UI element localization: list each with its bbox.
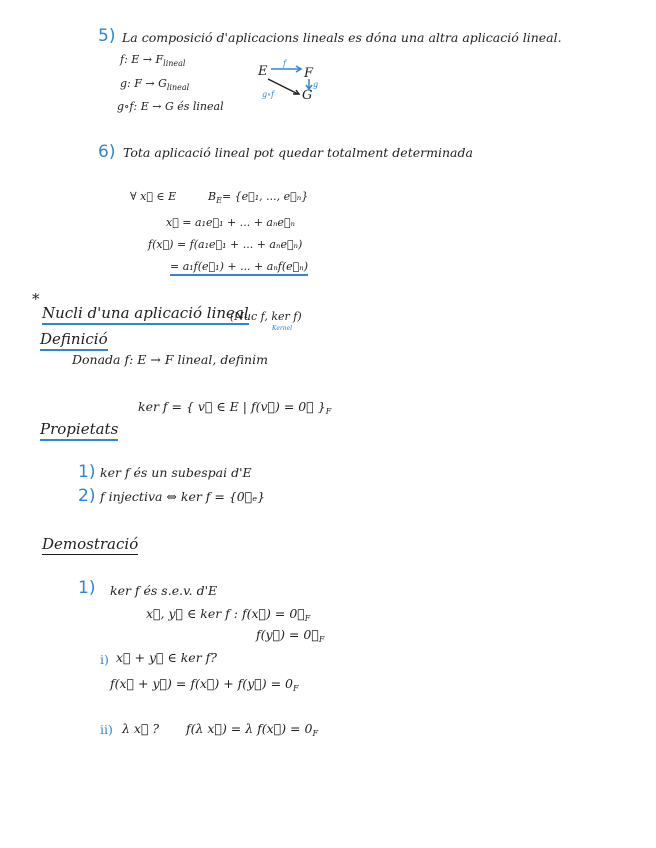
diagram-label-g: g bbox=[313, 80, 319, 89]
propietat-2-text: f injectiva ⇔ ker f = {0⃗ₑ} bbox=[100, 489, 266, 504]
item6-forall: ∀ x⃗ ∈ E bbox=[130, 190, 177, 203]
diagram-label-gof: g∘f bbox=[262, 90, 275, 99]
item6-eq1: x⃗ = a₁e⃗₁ + ... + aₙe⃗ₙ bbox=[166, 216, 295, 229]
demostracio-ii-label: ii) bbox=[100, 722, 113, 737]
item5-text: La composició d'aplicacions lineals es dóna una altra aplicació lineal. bbox=[122, 30, 562, 45]
demostracio-i-label: i) bbox=[100, 652, 109, 667]
demostracio-i-text: x⃗ + y⃗ ∈ ker f? bbox=[116, 650, 217, 665]
item5-number: 5) bbox=[98, 26, 116, 46]
item6-eq2: f(x⃗) = f(a₁e⃗₁ + ... + aₙe⃗ₙ) bbox=[148, 238, 303, 251]
diagram-label-f: f bbox=[283, 59, 286, 68]
demostracio-i-eq: f(x⃗ + y⃗) = f(x⃗) + f(y⃗) = $0_F$ bbox=[110, 676, 299, 693]
item6-basis: $B_E=$ {e⃗₁, ..., e⃗ₙ} bbox=[208, 190, 309, 205]
demostracio-1-text: ker f és s.e.v. d'E bbox=[110, 583, 218, 598]
propietats-heading: Propietats bbox=[40, 420, 118, 441]
propietat-1-number: 1) bbox=[78, 462, 96, 482]
item5-line-g: g: $F \to G_{lineal}$ bbox=[120, 77, 190, 92]
ker-definition: ker f = { v⃗ ∈ E | f(v⃗) = 0⃗ }$_F$ bbox=[138, 399, 332, 416]
item6-text: Tota aplicació lineal pot quedar totalment determinada bbox=[123, 145, 473, 160]
propietat-1-text: ker f és un subespai d'E bbox=[100, 465, 252, 480]
definicio-text: Donada f: E → F lineal, definim bbox=[72, 352, 268, 367]
demostracio-ii-text: λ x⃗ ? bbox=[122, 721, 160, 736]
nucli-kernel-note: Kernel bbox=[272, 325, 293, 332]
propietat-2-number: 2) bbox=[78, 486, 96, 506]
composition-diagram bbox=[252, 57, 322, 105]
diagram-node-F: F bbox=[304, 66, 314, 81]
diagram-node-G: G bbox=[302, 88, 313, 103]
demostracio-line-a: x⃗, y⃗ ∈ ker f : f(x⃗) = $0⃗_F$ bbox=[146, 606, 311, 623]
item6-number: 6) bbox=[98, 142, 116, 162]
demostracio-line-b: f(y⃗) = $0⃗_F$ bbox=[256, 627, 325, 644]
demostracio-heading: Demostració bbox=[42, 535, 139, 553]
demostracio-ii-eq: f(λ x⃗) = λ f(x⃗) = $0_F$ bbox=[186, 721, 319, 738]
demostracio-1-number: 1) bbox=[78, 578, 96, 598]
nucli-bullet: * bbox=[32, 290, 40, 308]
item5-line-f: f: $E \to F_{lineal}$ bbox=[120, 53, 186, 68]
nucli-paren: (Nuc f, ker f) bbox=[230, 310, 302, 323]
nucli-title: Nucli d'una aplicació lineal bbox=[42, 304, 249, 325]
diagram-node-E: E bbox=[258, 64, 268, 79]
item5-line-gof: g∘f: E → G és lineal bbox=[117, 100, 224, 113]
item6-eq3: = a₁f(e⃗₁) + ... + aₙf(e⃗ₙ) bbox=[170, 260, 308, 276]
definicio-heading: Definició bbox=[40, 330, 108, 351]
